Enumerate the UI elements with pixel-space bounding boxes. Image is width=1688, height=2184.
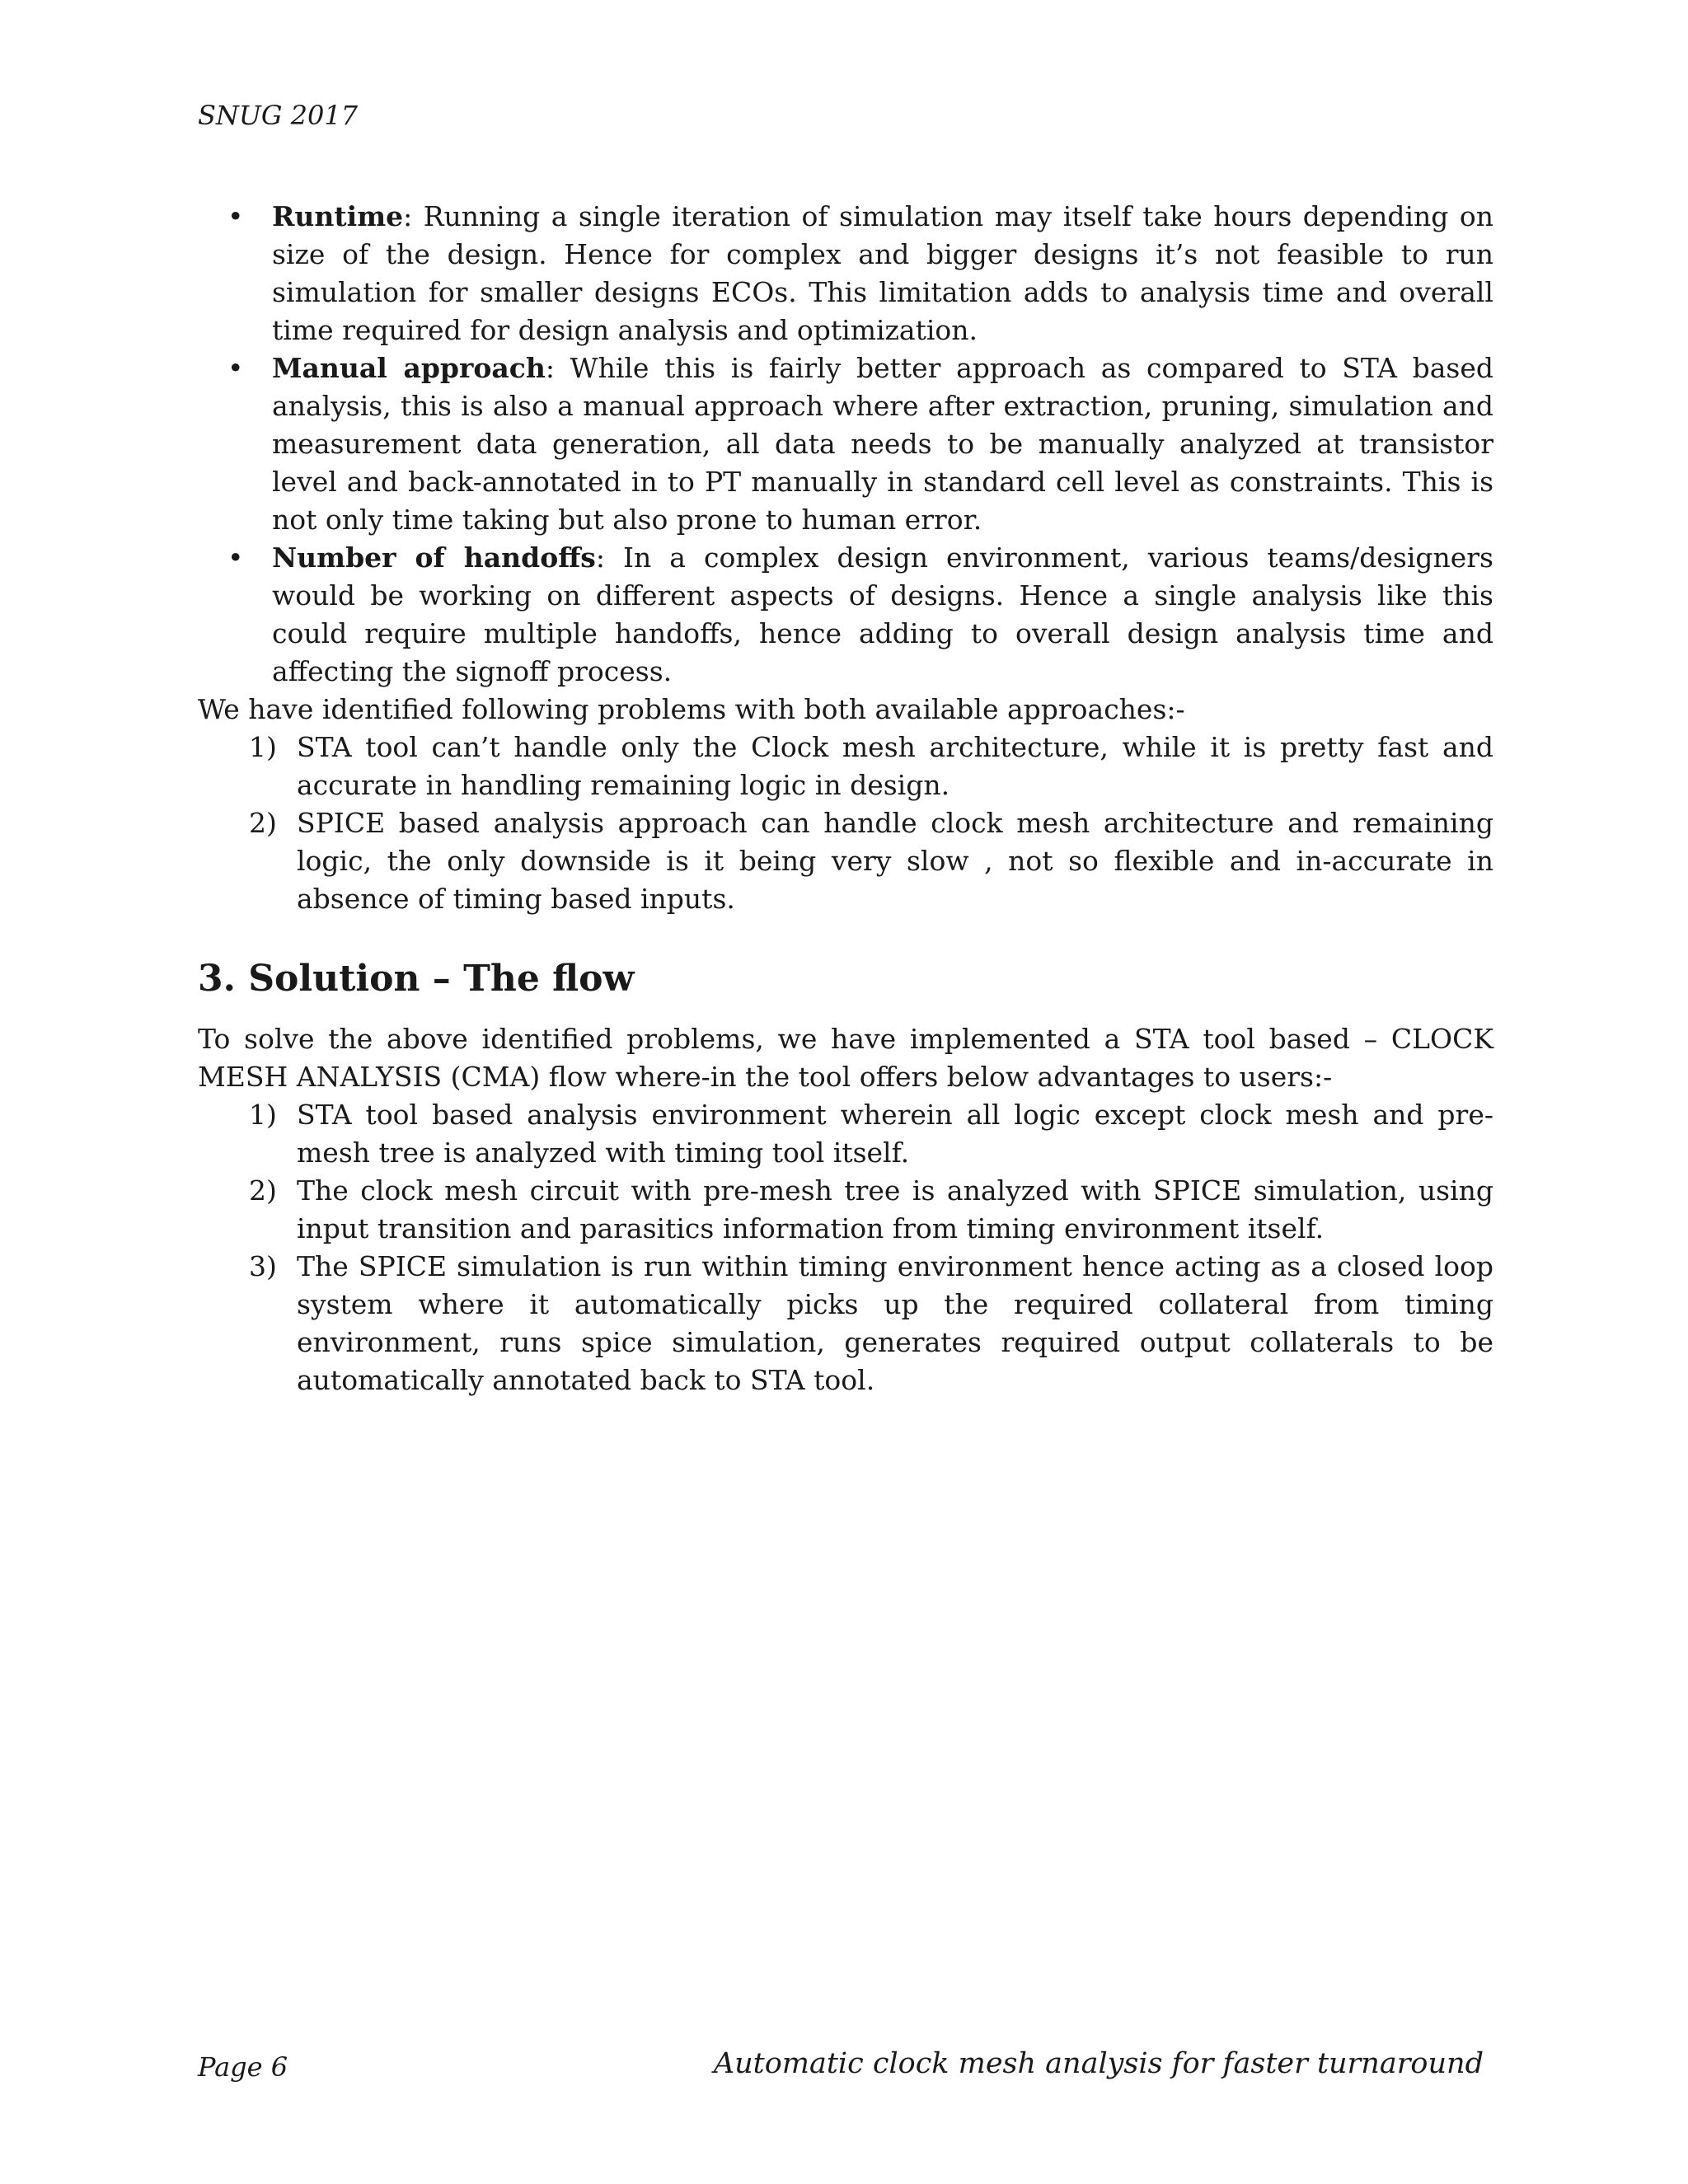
- list-item-text: The clock mesh circuit with pre-mesh tree is analyzed with SPICE simulation, using input transition and parasitics information from timing environment itself.: [297, 1174, 1493, 1244]
- section-heading: 3. Solution – The flow: [198, 958, 635, 1000]
- list-number: 2): [249, 807, 277, 839]
- list-item: [198, 804, 1493, 918]
- list-item: [198, 1248, 1493, 1399]
- solution-numbered-list: [198, 1096, 1493, 1399]
- list-item-text: STA tool can’t handle only the Clock mesh architecture, while it is pretty fast and accurate in handling remaining logic in design.: [297, 731, 1493, 801]
- list-item: [198, 729, 1493, 804]
- solution-intro: To solve the above identified problems, we have implemented a STA tool based – CLOCK MESH ANALYSIS (CMA) flow where-in the tool offers below advantages to users:-: [198, 1023, 1493, 1093]
- list-item-text: The SPICE simulation is run within timing environment hence acting as a closed loop system where it automatically picks up the required collateral from timing environment, runs spice simulation, generates required output collaterals to be automatically annotated back to STA tool.: [297, 1250, 1493, 1396]
- list-number: 2): [249, 1174, 277, 1207]
- list-item-text: STA tool based analysis environment wherein all logic except clock mesh and pre-mesh tree is analyzed with timing tool itself.: [297, 1099, 1493, 1169]
- bullet-icon: •: [227, 352, 244, 384]
- bullet-text: : Running a single iteration of simulation may itself take hours depending on size of the design. Hence for complex and bigger designs it’s not feasible to run simulation for smaller designs ECOs. This limitation adds to analysis time and overall time required for design analysis and optimization.: [272, 200, 1493, 346]
- list-item: [198, 539, 1493, 691]
- list-item: [198, 349, 1493, 539]
- list-item: [198, 1172, 1493, 1248]
- bullet-text: : While this is fairly better approach as compared to STA based analysis, this is also a manual approach where after extraction, pruning, simulation and measurement data generation, all data needs to be manually analyzed at transistor level and back-annotated in to PT manually in standard cell level as constraints. This is not only time taking but also prone to human error.: [272, 352, 1493, 536]
- list-number: 1): [249, 731, 277, 763]
- bullet-term: Runtime: [272, 200, 404, 232]
- problems-intro: We have identified following problems with both available approaches:-: [198, 693, 1185, 725]
- list-number: 3): [249, 1250, 277, 1282]
- list-item: [198, 198, 1493, 349]
- list-item: [198, 1096, 1493, 1172]
- footer-title: Automatic clock mesh analysis for faster turnaround: [713, 2047, 1484, 2080]
- page-header: SNUG 2017: [198, 100, 359, 131]
- bullet-term: Number of handoffs: [272, 541, 596, 574]
- page-content: [198, 198, 1493, 1399]
- problems-numbered-list: [198, 729, 1493, 918]
- bullet-icon: •: [227, 200, 244, 232]
- list-item-text: SPICE based analysis approach can handle clock mesh architecture and remaining logic, the only downside is it being very slow , not so flexible and in-accurate in absence of timing based inputs.: [297, 807, 1493, 915]
- limitations-bullet-list: [198, 198, 1493, 691]
- list-number: 1): [249, 1099, 277, 1131]
- bullet-term: Manual approach: [272, 352, 546, 384]
- bullet-text: : In a complex design environment, various teams/designers would be working on different aspects of designs. Hence a single analysis like this could require multiple handoffs, hence adding to overall design analysis time and affecting the signoff process.: [272, 541, 1493, 687]
- bullet-icon: •: [227, 541, 244, 574]
- page-number: Page 6: [198, 2051, 288, 2083]
